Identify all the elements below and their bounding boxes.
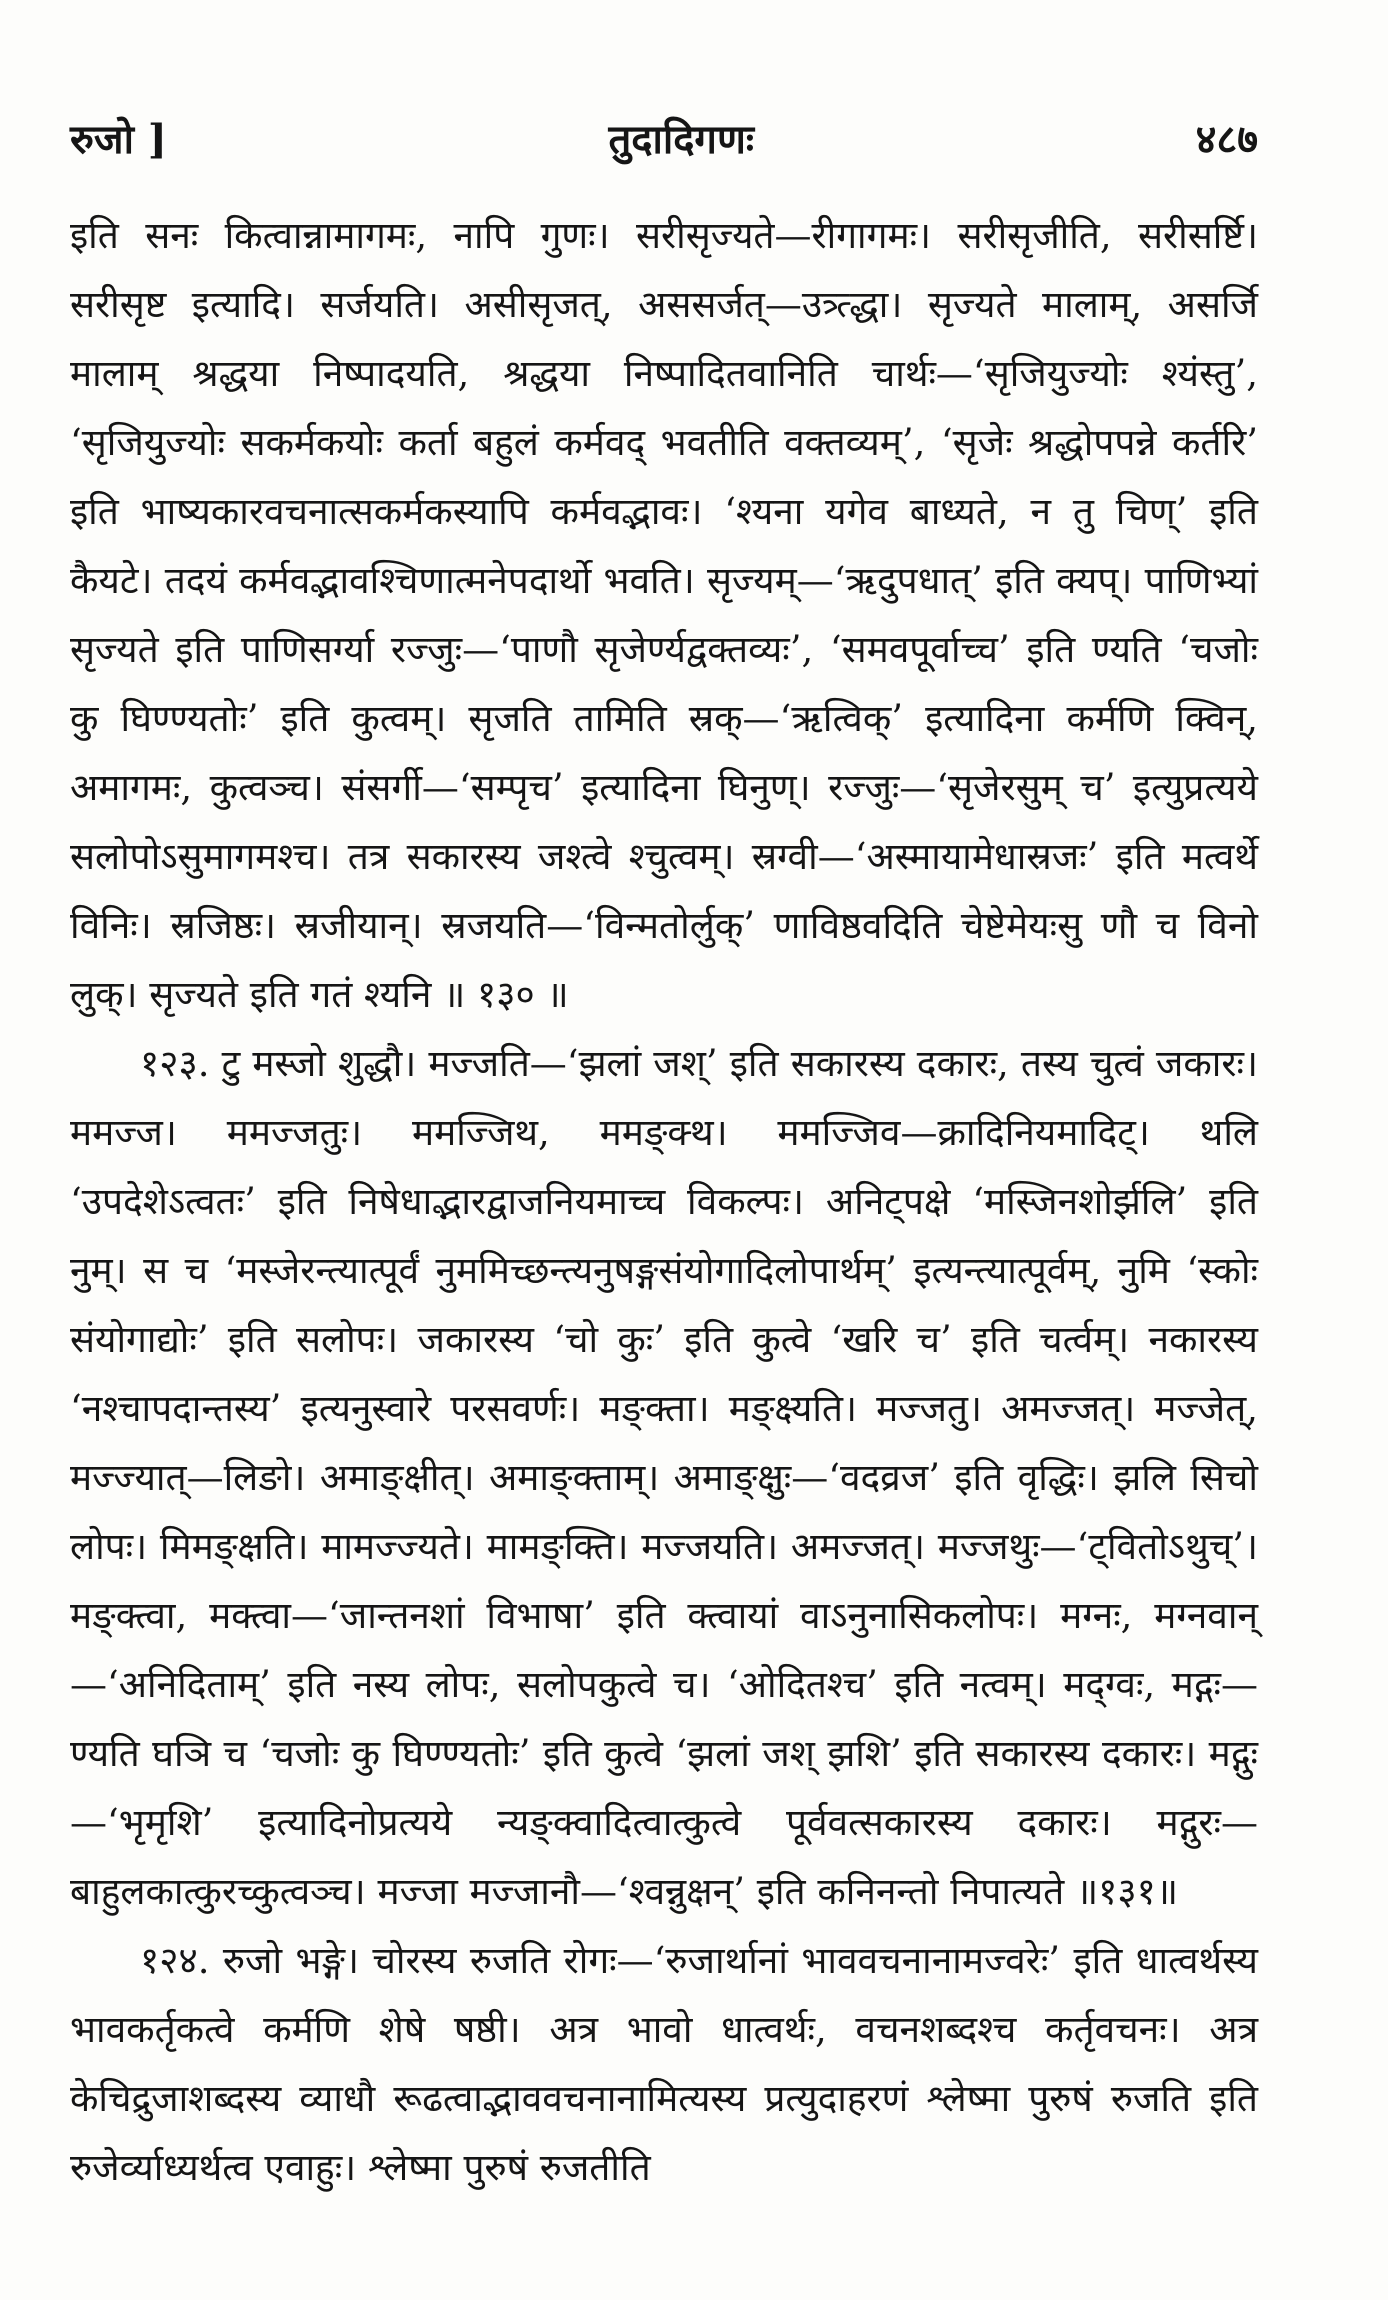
paragraph-sutra-124: १२४. रुजो भङ्गे। चोरस्य रुजति रोगः—‘रुजार्थानां भाववचनानामज्वरेः’ इति धात्वर्थस्य भावकर्तृकत्वे कर्मणि शेषे षष्ठी। अत्र भावो धात्वर्थः, वचनशब्दश्च कर्तृवचनः। अत्र केचिद्रुजाशब्दस्य व्याधौ रूढत्वाद्भाववचनानामित्यस्य प्रत्युदाहरणं श्लेष्मा पुरुषं रुजति इति रुजेर्व्याध्यर्थत्व एवाहुः। श्लेष्मा पुरुषं रुजतीति — [70, 1939, 1258, 2189]
page-number: ४८७ — [1195, 116, 1258, 163]
running-header — [70, 110, 1258, 165]
page-body — [70, 201, 1258, 2202]
paragraph-sutra-123: १२३. टु मस्जो शुद्धौ। मज्जति—‘झलां जश्’ इति सकारस्य दकारः, तस्य चुत्वं जकारः। ममज्ज। ममज्जतुः। ममज्जिथ, ममङ्क्थ। ममज्जिव—क्रादिनियमादिट्। थलि ‘उपदेशेऽत्वतः’ इति निषेधाद्भारद्वाजनियमाच्च विकल्पः। अनिट्पक्षे ‘मस्जिनशोर्झलि’ इति नुम्। स च ‘मस्जेरन्त्यात्पूर्वं नुममिच्छन्त्यनुषङ्गसंयोगादिलोपार्थम्’ इत्यन्त्यात्पूर्वम्, नुमि ‘स्कोः संयोगाद्योः’ इति सलोपः। जकारस्य ‘चो कुः’ इति कुत्वे ‘खरि च’ इति चर्त्वम्। नकारस्य ‘नश्चापदान्तस्य’ इत्यनुस्वारे परसवर्णः। मङ्क्ता। मङ्क्ष्यति। मज्जतु। अमज्जत्। मज्जेत्, मज्ज्यात्—लिङो। अमाङ्क्षीत्। अमाङ्क्ताम्। अमाङ्क्षुः—‘वदव्रज’ इति वृद्धिः। झलि सिचो लोपः। मिमङ्क्षति। मामज्ज्यते। मामङ्क्ति। मज्जयति। अमज्जत्। मज्जथुः—‘ट्वितोऽथुच्’। मङ्क्त्वा, मक्त्वा—‘जान्तनशां विभाषा’ इति क्त्वायां वाऽनुनासिकलोपः। मग्नः, मग्नवान्—‘अनिदिताम्’ इति नस्य लोपः, सलोपकुत्वे च। ‘ओदितश्च’ इति नत्वम्। मद्ग्वः, मद्गः—ण्यति घञि च ‘चजोः कु घिण्ण्यतोः’ इति कुत्वे ‘झलां जश् झशि’ इति सकारस्य दकारः। मद्गुः—‘भृमृशि’ इत्यादिनोप्रत्यये न्यङ्क्वादित्वात्कुत्वे पूर्ववत्सकारस्य दकारः। मद्गुरः—बाहुलकात्कुरच्कुत्वञ्च। मज्जा मज्जानौ—‘श्वन्नुक्षन्’ इति कनिनन्तो निपात्यते ॥१३१॥ — [70, 1042, 1258, 1913]
paragraph-continuation: इति सनः कित्वान्नामागमः, नापि गुणः। सरीसृज्यते—रीगागमः। सरीसृजीति, सरीसर्ष्टि। सरीसृष्ट इत्यादि। सर्जयति। असीसृजत्, अससर्जत्—उत्र्त्द्धा। सृज्यते मालाम्, असर्जि मालाम् श्रद्धया निष्पादयति, श्रद्धया निष्पादितवानिति चार्थः—‘सृजियुज्योः श्यंस्तु’, ‘सृजियुज्योः सकर्मकयोः कर्ता बहुलं कर्मवद् भवतीति वक्तव्यम्’, ‘सृजेः श्रद्धोपपन्ने कर्तरि’ इति भाष्यकारवचनात्सकर्मकस्यापि कर्मवद्भावः। ‘श्यना यगेव बाध्यते, न तु चिण्’ इति कैयटे। तदयं कर्मवद्भावश्चिणात्मनेपदार्थो भवति। सृज्यम्—‘ऋदुपधात्’ इति क्यप्। पाणिभ्यां सृज्यते इति पाणिसर्ग्या रज्जुः—‘पाणौ सृजेर्ण्यद्वक्तव्यः’, ‘समवपूर्वाच्च’ इति ण्यति ‘चजोः कु घिण्ण्यतोः’ इति कुत्वम्। सृजति तामिति स्रक्—‘ऋत्विक्’ इत्यादिना कर्मणि क्विन्, अमागमः, कुत्वञ्च। संसर्गी—‘सम्पृच’ इत्यादिना घिनुण्। रज्जुः—‘सृजेरसुम् च’ इत्युप्रत्यये सलोपोऽसुमागमश्च। तत्र सकारस्य जश्त्वे श्चुत्वम्। स्रग्वी—‘अस्मायामेधास्रजः’ इति मत्वर्थे विनिः। स्रजिष्ठः। स्रजीयान्। स्रजयति—‘विन्मतोर्लुक्’ णाविष्ठवदिति चेष्टेमेयःसु णौ च विनो लुक्। सृज्यते इति गतं श्यनि ॥ १३० ॥ — [70, 214, 1258, 1016]
chapter-title: तुदादिगणः — [608, 116, 754, 163]
header-left: रुजो ] — [70, 116, 167, 163]
